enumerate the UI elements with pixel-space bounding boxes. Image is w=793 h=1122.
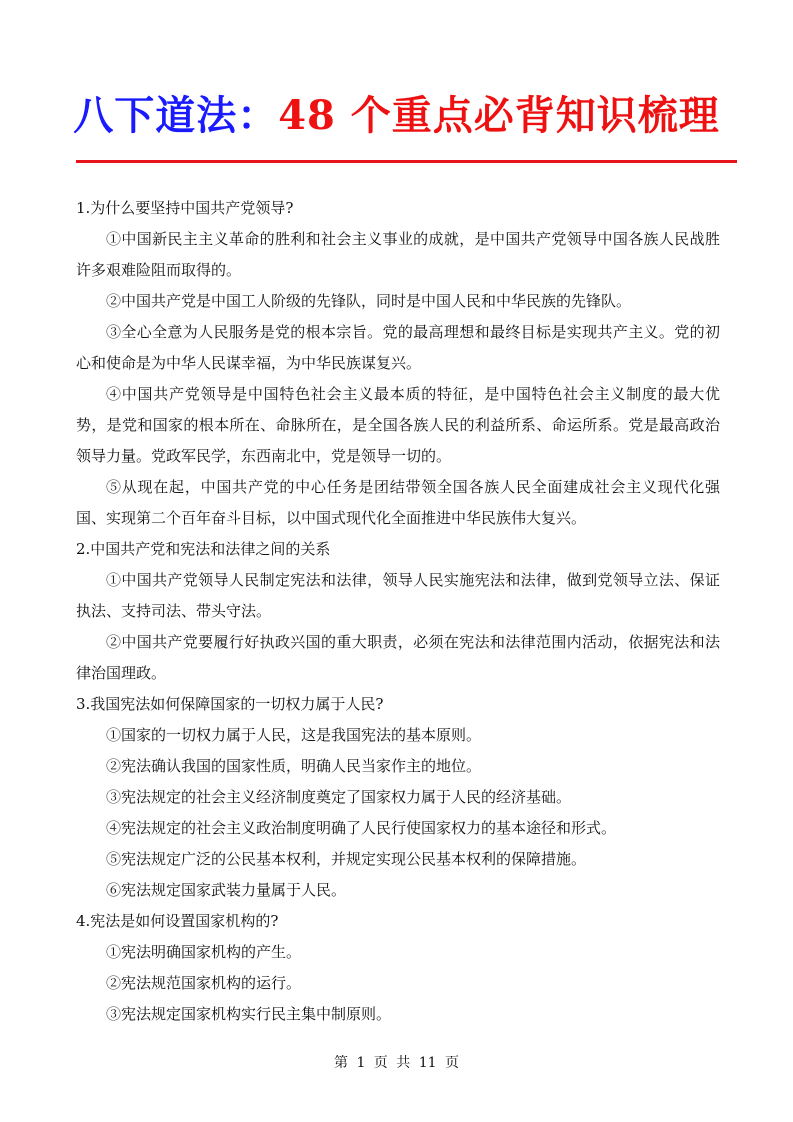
title-divider [76, 160, 737, 163]
section-paragraph: ①国家的一切权力属于人民，这是我国宪法的基本原则。 [106, 726, 482, 744]
section-question: 3.我国宪法如何保障国家的一切权力属于人民? [76, 695, 384, 713]
section-paragraph: ①宪法明确国家机构的产生。 [106, 943, 302, 961]
section-paragraph: ③宪法规定的社会主义经济制度奠定了国家权力属于人民的经济基础。 [106, 788, 572, 806]
section-paragraph: ③全心全意为人民服务是党的根本宗旨。党的最高理想和最终目标是实现共产主义。党的初心和使命是为中华人民谋幸福，为中华民族谋复兴。 [76, 323, 720, 372]
section-paragraph: ①中国新民主主义革命的胜利和社会主义事业的成就，是中国共产党领导中国各族人民战胜许多艰难险阻而取得的。 [76, 230, 720, 279]
section-paragraph: ⑤从现在起，中国共产党的中心任务是团结带领全国各族人民全面建成社会主义现代化强国、实现第二个百年奋斗目标，以中国式现代化全面推进中华民族伟大复兴。 [76, 478, 720, 527]
page-title [0, 88, 793, 144]
section-question: 2.中国共产党和宪法和法律之间的关系 [76, 540, 331, 558]
section-paragraph: ②宪法确认我国的国家性质，明确人民当家作主的地位。 [106, 757, 482, 775]
section-paragraph: ④中国共产党领导是中国特色社会主义最本质的特征，是中国特色社会主义制度的最大优势，是党和国家的根本所在、命脉所在，是全国各族人民的利益所系、命运所系。党是最高政治领导力量。党政军民学，东西南北中，党是领导一切的。 [76, 385, 720, 465]
section-paragraph: ②中国共产党是中国工人阶级的先锋队，同时是中国人民和中华民族的先锋队。 [106, 292, 632, 310]
section-paragraph: ①中国共产党领导人民制定宪法和法律，领导人民实施宪法和法律，做到党领导立法、保证执法、支持司法、带头守法。 [76, 571, 720, 620]
page-footer: 第 1 页 共 11 页 [334, 1055, 459, 1071]
page-title-red: 48 个重点必背知识梳理 [278, 92, 720, 139]
document-body [76, 193, 720, 1030]
section-paragraph: ⑤宪法规定广泛的公民基本权利，并规定实现公民基本权利的保障措施。 [106, 850, 587, 868]
page-title-blue: 八下道法： [73, 92, 279, 139]
section-paragraph: ②宪法规范国家机构的运行。 [106, 974, 302, 992]
section-4 [76, 906, 720, 1030]
section-paragraph: ⑥宪法规定国家武装力量属于人民。 [106, 881, 347, 899]
section-3 [76, 689, 720, 906]
section-2 [76, 534, 720, 689]
section-paragraph: ②中国共产党要履行好执政兴国的重大职责，必须在宪法和法律范围内活动，依据宪法和法律治国理政。 [76, 633, 720, 682]
section-question: 4.宪法是如何设置国家机构的? [76, 912, 279, 930]
section-paragraph: ③宪法规定国家机构实行民主集中制原则。 [106, 1005, 392, 1023]
section-1 [76, 193, 720, 534]
section-question: 1.为什么要坚持中国共产党领导? [76, 199, 294, 217]
section-paragraph: ④宪法规定的社会主义政治制度明确了人民行使国家权力的基本途径和形式。 [106, 819, 617, 837]
